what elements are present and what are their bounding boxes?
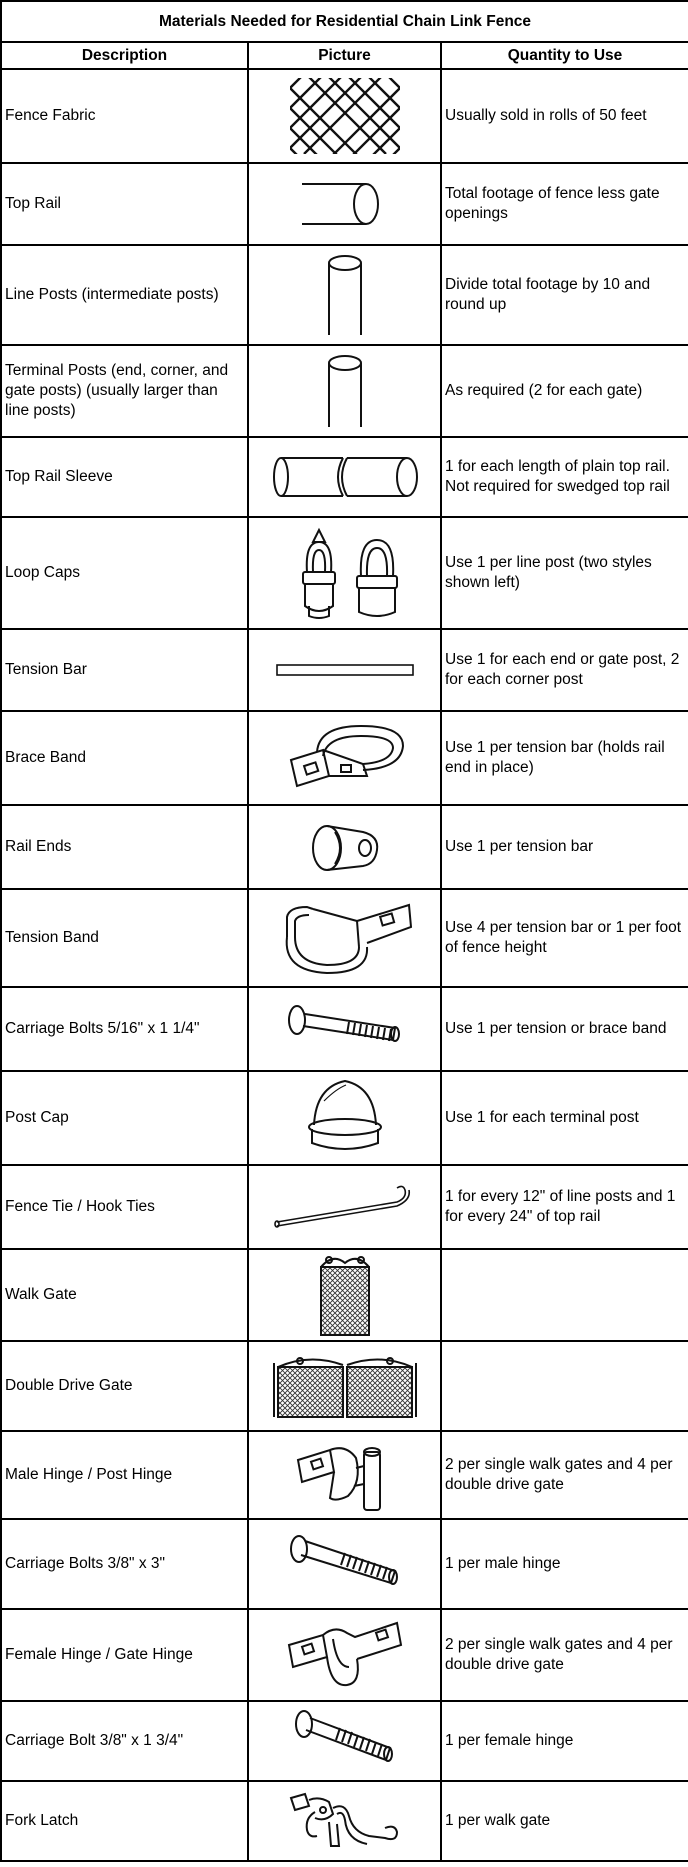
row-quantity: Use 4 per tension bar or 1 per foot of fence height: [441, 889, 688, 987]
rail-sleeve-icon: [267, 452, 423, 502]
row-quantity: 2 per single walk gates and 4 per double drive gate: [441, 1431, 688, 1519]
row-picture: [248, 1781, 441, 1861]
row-picture: [248, 889, 441, 987]
table-row: [1, 805, 688, 889]
row-quantity: Divide total footage by 10 and round up: [441, 245, 688, 345]
row-picture: [248, 1249, 441, 1341]
row-description: Fork Latch: [1, 1781, 248, 1861]
row-quantity: 2 per single walk gates and 4 per double drive gate: [441, 1609, 688, 1701]
row-quantity: 1 per male hinge: [441, 1519, 688, 1609]
table-row: [1, 629, 688, 711]
row-description: Fence Fabric: [1, 69, 248, 163]
row-picture: [248, 163, 441, 245]
table-row: [1, 1249, 688, 1341]
row-picture: [248, 245, 441, 345]
table-row: [1, 1071, 688, 1165]
row-quantity: Use 1 per line post (two styles shown left): [441, 517, 688, 629]
row-quantity: Use 1 per tension bar: [441, 805, 688, 889]
row-picture: [248, 1165, 441, 1249]
table-row: [1, 163, 688, 245]
male-hinge-icon: [290, 1438, 400, 1512]
row-quantity: Use 1 for each end or gate post, 2 for each corner post: [441, 629, 688, 711]
table-row: [1, 437, 688, 517]
row-quantity: 1 for every 12" of line posts and 1 for every 24" of top rail: [441, 1165, 688, 1249]
table-row: [1, 517, 688, 629]
row-description: Top Rail: [1, 163, 248, 245]
walk-gate-icon: [315, 1253, 375, 1337]
table-row: [1, 1701, 688, 1781]
row-quantity: Usually sold in rolls of 50 feet: [441, 69, 688, 163]
row-picture: [248, 1609, 441, 1701]
table-row: [1, 1341, 688, 1431]
table-row: [1, 1609, 688, 1701]
row-description: Fence Tie / Hook Ties: [1, 1165, 248, 1249]
long-carriage-bolt-icon: [285, 1531, 405, 1597]
row-description: Carriage Bolts 5/16" x 1 1/4": [1, 987, 248, 1071]
table-row: [1, 345, 688, 437]
column-header-picture: Picture: [248, 42, 441, 69]
top-rail-icon: [300, 179, 390, 229]
table-row: [1, 889, 688, 987]
row-quantity: 1 for each length of plain top rail. Not required for swedged top rail: [441, 437, 688, 517]
terminal-post-icon: [320, 353, 370, 429]
row-picture: [248, 987, 441, 1071]
chain-link-fabric-icon: [290, 78, 400, 154]
row-quantity: 1 per walk gate: [441, 1781, 688, 1861]
row-description: Female Hinge / Gate Hinge: [1, 1609, 248, 1701]
row-picture: [248, 1071, 441, 1165]
row-description: Terminal Posts (end, corner, and gate posts) (usually larger than line posts): [1, 345, 248, 437]
table-row: [1, 1781, 688, 1861]
row-description: Tension Band: [1, 889, 248, 987]
table-row: [1, 69, 688, 163]
header-row: [1, 42, 688, 69]
row-description: Loop Caps: [1, 517, 248, 629]
female-hinge-icon: [285, 1617, 405, 1693]
row-quantity: [441, 1249, 688, 1341]
row-description: Carriage Bolt 3/8" x 1 3/4": [1, 1701, 248, 1781]
row-description: Double Drive Gate: [1, 1341, 248, 1431]
row-picture: [248, 629, 441, 711]
title-row: [1, 1, 688, 42]
row-description: Walk Gate: [1, 1249, 248, 1341]
tension-band-icon: [277, 897, 413, 979]
table-row: [1, 987, 688, 1071]
table-row: [1, 1519, 688, 1609]
row-picture: [248, 345, 441, 437]
row-description: Tension Bar: [1, 629, 248, 711]
table-title: Materials Needed for Residential Chain Link Fence: [1, 1, 688, 42]
row-picture: [248, 69, 441, 163]
row-description: Post Cap: [1, 1071, 248, 1165]
row-quantity: Use 1 per tension bar (holds rail end in place): [441, 711, 688, 805]
table-row: [1, 1165, 688, 1249]
post-cap-icon: [300, 1079, 390, 1157]
row-quantity: Use 1 for each terminal post: [441, 1071, 688, 1165]
double-drive-gate-icon: [270, 1353, 420, 1419]
table-row: [1, 711, 688, 805]
hook-tie-icon: [273, 1182, 417, 1232]
line-post-icon: [320, 253, 370, 337]
row-description: Carriage Bolts 3/8" x 3": [1, 1519, 248, 1609]
row-picture: [248, 1519, 441, 1609]
row-picture: [248, 711, 441, 805]
medium-carriage-bolt-icon: [290, 1708, 400, 1774]
carriage-bolt-icon: [283, 1000, 407, 1058]
row-picture: [248, 1341, 441, 1431]
column-header-quantity: Quantity to Use: [441, 42, 688, 69]
row-picture: [248, 1701, 441, 1781]
brace-band-icon: [283, 720, 407, 796]
row-picture: [248, 517, 441, 629]
row-quantity: Total footage of fence less gate openings: [441, 163, 688, 245]
row-description: Top Rail Sleeve: [1, 437, 248, 517]
row-description: Male Hinge / Post Hinge: [1, 1431, 248, 1519]
row-quantity: [441, 1341, 688, 1431]
row-description: Brace Band: [1, 711, 248, 805]
loop-caps-icon: [285, 526, 405, 620]
row-picture: [248, 437, 441, 517]
row-picture: [248, 805, 441, 889]
row-quantity: As required (2 for each gate): [441, 345, 688, 437]
tension-bar-icon: [275, 663, 415, 677]
table-row: [1, 1431, 688, 1519]
row-quantity: Use 1 per tension or brace band: [441, 987, 688, 1071]
table-row: [1, 245, 688, 345]
row-quantity: 1 per female hinge: [441, 1701, 688, 1781]
fork-latch-icon: [285, 1788, 405, 1854]
rail-end-icon: [305, 818, 385, 876]
row-picture: [248, 1431, 441, 1519]
row-description: Line Posts (intermediate posts): [1, 245, 248, 345]
row-description: Rail Ends: [1, 805, 248, 889]
column-header-description: Description: [1, 42, 248, 69]
